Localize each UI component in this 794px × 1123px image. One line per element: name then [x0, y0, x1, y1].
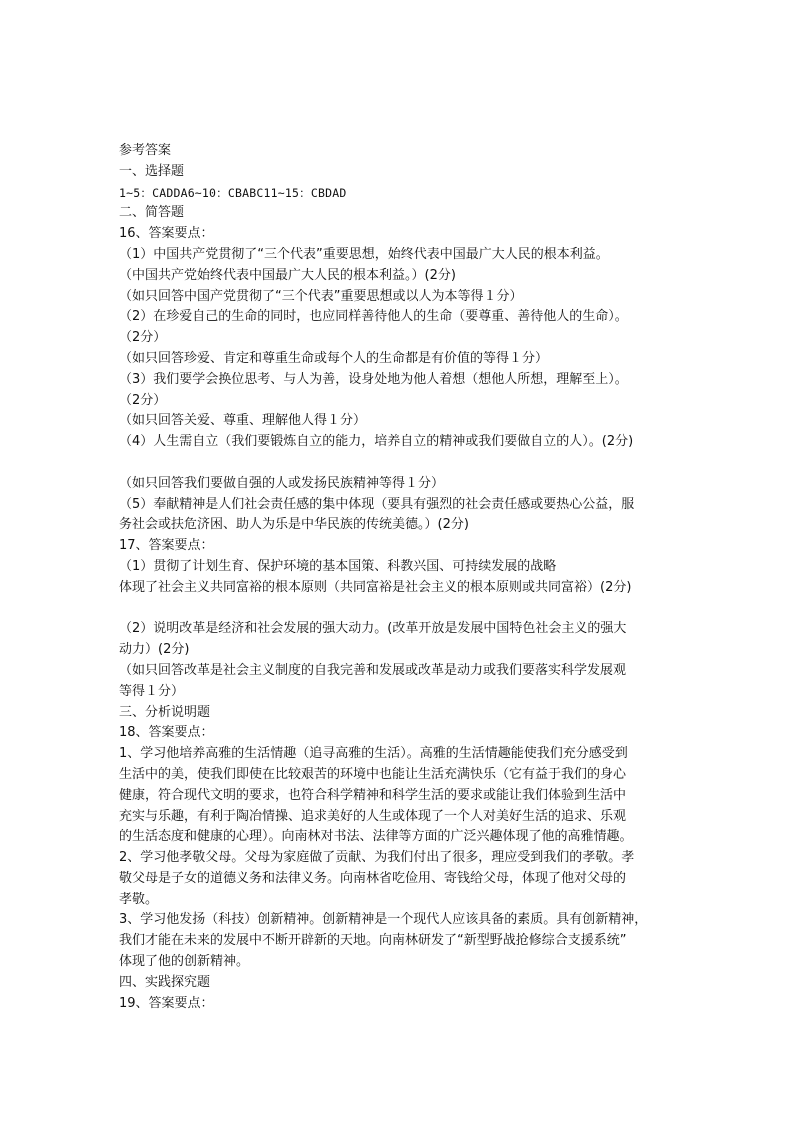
text-line: （2）说明改革是经济和社会发展的强大动力。(改革开放是发展中国特色社会主义的强大 — [119, 621, 627, 637]
text-line: 我们才能在未来的发展中不断开辟新的天地。向南林研发了“新型野战抢修综合支援系统” — [119, 933, 627, 949]
text-line: 四、实践探究题 — [119, 974, 211, 990]
text-line: （如只回答珍爱、肯定和尊重生命或每个人的生命都是有价值的等得１分） — [119, 350, 549, 366]
text-line: 1~5：CADDA6~10：CBABC11~15：CBDAD — [119, 185, 347, 200]
text-line: 体现了他的创新精神。 — [119, 954, 250, 970]
text-line: 敬父母是子女的道德义务和法律义务。向南林省吃俭用、寄钱给父母，体现了他对父母的 — [119, 870, 627, 886]
text-line: 18、答案要点： — [119, 725, 214, 741]
text-line: 3、学习他发扬（科技）创新精神。创新精神是一个现代人应该具备的素质。具有创新精神， — [119, 912, 648, 928]
text-line: 17、答案要点： — [119, 538, 214, 554]
text-line: 三、分析说明题 — [119, 704, 211, 720]
text-line: （2分） — [119, 392, 167, 408]
text-line: （1）中国共产党贯彻了“三个代表”重要思想，始终代表中国最广大人民的根本利益。 — [119, 246, 609, 262]
answer-key-text — [119, 141, 689, 1014]
text-line: 健康，符合现代文明的要求，也符合科学精神和科学生活的要求或能让我们体验到生活中 — [119, 787, 627, 803]
text-line: （4）人生需自立（我们要锻炼自立的能力，培养自立的精神或我们要做自立的人）。(2分) — [119, 434, 634, 450]
text-line: （3）我们要学会换位思考、与人为善，设身处地为他人着想（想他人所想，理解至上）。 — [119, 371, 628, 387]
text-line: 孝敬。 — [119, 891, 159, 907]
text-line: （2分） — [119, 330, 167, 346]
text-line: 16、答案要点： — [119, 226, 214, 242]
text-line: （中国共产党始终代表中国最广大人民的根本利益。）(2分) — [119, 267, 456, 283]
text-line: 生活中的美，使我们即使在比较艰苦的环境中也能让生活充满快乐（它有益于我们的身心 — [119, 766, 627, 782]
text-line: （如只回答关爱、尊重、理解他人得１分） — [119, 413, 367, 429]
text-line: 参考答案 — [119, 143, 172, 158]
blank-line — [119, 599, 689, 620]
text-line: （如只回答我们要做自强的人或发扬民族精神等得１分） — [119, 475, 445, 491]
text-line: （如只回答改革是社会主义制度的自我完善和发展或改革是动力或我们要落实科学发展观 — [119, 662, 627, 678]
text-line: 务社会或扶危济困、助人为乐是中华民族的传统美德。）(2分) — [119, 517, 469, 533]
text-line: （1）贯彻了计划生育、保护环境的基本国策、科教兴国、可持续发展的战略 — [119, 558, 557, 574]
text-line: 等得１分） — [119, 683, 185, 699]
text-line: （如只回答中国产党贯彻了“三个代表”重要思想或以人为本等得１分） — [119, 288, 523, 304]
text-line: 动力）(2分) — [119, 642, 190, 658]
text-line: 19、答案要点： — [119, 995, 214, 1011]
text-line: 的生活态度和健康的心理）。向南林对书法、法律等方面的广泛兴趣体现了他的高雅情趣。 — [119, 829, 633, 845]
text-line: （5）奉献精神是人们社会责任感的集中体现（要具有强烈的社会责任感或要热心公益，服 — [119, 496, 635, 512]
text-line: （2）在珍爱自己的生命的同时，也应同样善待他人的生命（要尊重、善待他人的生命）。 — [119, 309, 628, 325]
text-line: 二、简答题 — [119, 205, 185, 221]
text-line: 1、学习他培养高雅的生活情趣（追寻高雅的生活）。高雅的生活情趣能使我们充分感受到 — [119, 746, 628, 762]
text-line: 体现了社会主义共同富裕的根本原则（共同富裕是社会主义的根本原则或共同富裕）(2分) — [119, 579, 632, 595]
text-line: 充实与乐趣，有利于陶冶情操、追求美好的人生或体现了一个人对美好生活的追求、乐观 — [119, 808, 627, 824]
text-line: 一、选择题 — [119, 163, 185, 179]
blank-line — [119, 453, 689, 474]
text-line: 2、学习他孝敬父母。父母为家庭做了贡献、为我们付出了很多，理应受到我们的孝敬。孝 — [119, 850, 635, 866]
